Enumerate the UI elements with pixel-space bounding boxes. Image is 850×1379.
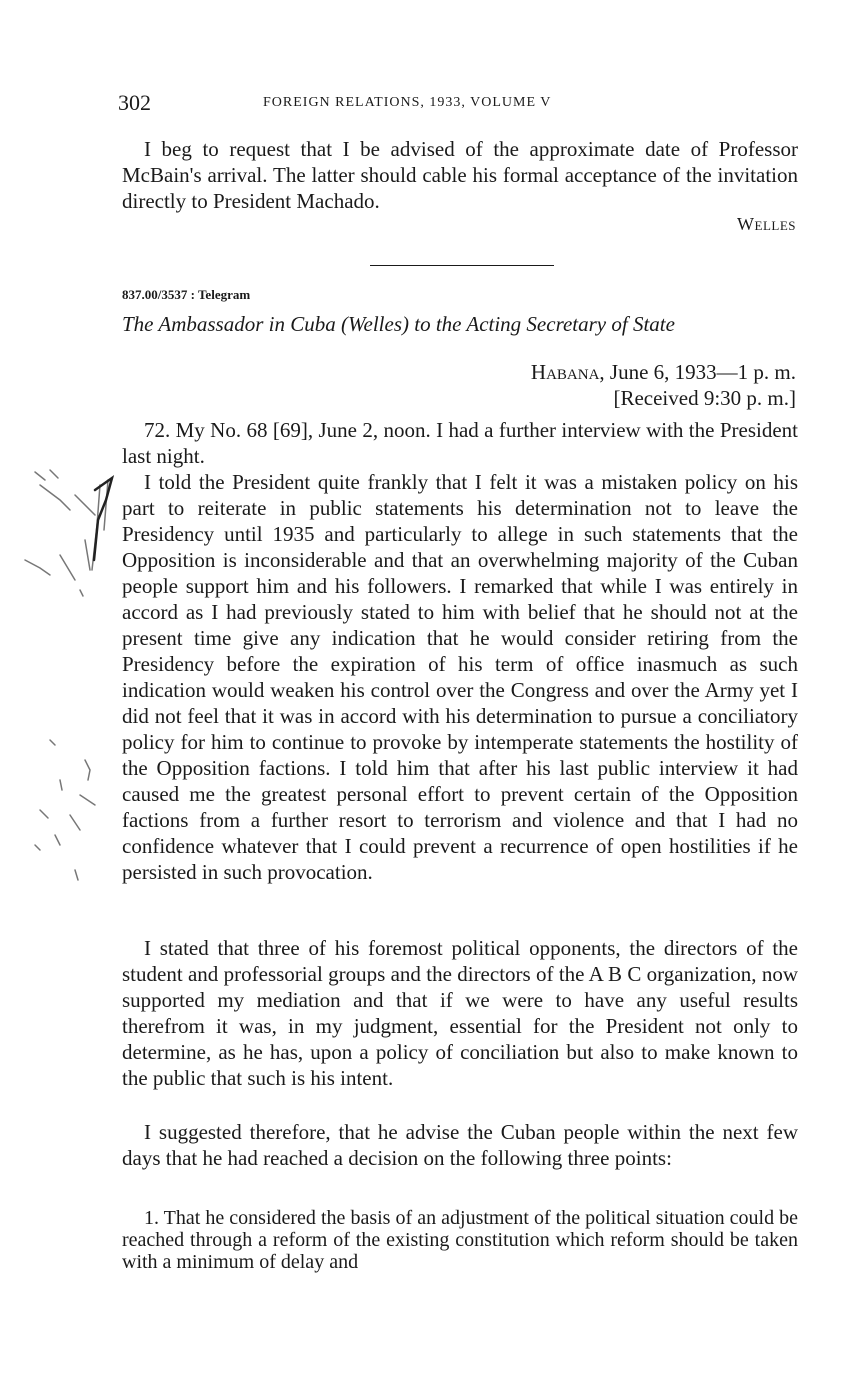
dateline-place: Habana	[530, 360, 600, 384]
file-number: 837.00/3537 : Telegram	[122, 287, 251, 302]
prev-doc-closing-paragraph: I beg to request that I be advised of the approximate date of Professor McBain's arrival. The latter should cable his formal acceptance of the invitation directly to President Machado.	[122, 137, 798, 213]
marginal-pencil-marks	[0, 0, 130, 900]
list-item-1: 1. That he considered the basis of an adjustment of the political situation could be reached through a reform of the existing constitution which reform should be taken with a minimum of delay and	[122, 1207, 798, 1273]
received-line: [Received 9:30 p. m.]	[613, 386, 796, 410]
page-header	[118, 90, 798, 120]
dateline	[531, 360, 796, 385]
running-head: FOREIGN RELATIONS, 1933, VOLUME V	[263, 95, 552, 110]
paragraph-4: I suggested therefore, that he advise the Cuban people within the next few days that he had reached a decision on the following three points:	[122, 1120, 798, 1170]
paragraph-3: I stated that three of his foremost political opponents, the directors of the student and professorial groups and the directors of the A B C organization, now supported my mediation and that if we were to have any useful results therefrom it was, in my judgment, essential for the President not only to determine, as he has, upon a policy of conciliation but also to make known to the public that such is his intent.	[122, 936, 798, 1090]
paragraph-2: I told the President quite frankly that I felt it was a mistaken policy on his part to reiterate in public statements his determination not to leave the Presidency until 1935 and particularly to allege in such statements that the Opposition is inconsiderable and that an overwhelming majority of the Cuban people support him and his followers. I remarked that while I was entirely in accord as I had previously stated to him with belief that he should not at the present time give any indication that he would consider retiring from the Presidency before the expiration of his term of office inasmuch as such indication would weaken his control over the Congress and over the Army yet I did not feel that it was in accord with his determination to pursue a conciliatory policy for him to continue to provoke by intemperate statements the hostility of the Opposition factions. I told him that after his last public interview it had caused me the greatest personal effort to prevent certain of the Opposition factions from a further resort to terrorism and violence and that I had no confidence whatever that I could prevent a recurrence of open hostilities if he persisted in such provocation.	[122, 470, 798, 884]
dateline-date: , June 6, 1933—1 p. m.	[599, 360, 796, 384]
section-divider	[370, 265, 554, 266]
document-title: The Ambassador in Cuba (Welles) to the Acting Secretary of State	[122, 312, 675, 336]
page-number: 302	[118, 90, 151, 115]
paragraph-1: 72. My No. 68 [69], June 2, noon. I had a further interview with the President last night.	[122, 418, 798, 468]
signature: Welles	[737, 214, 796, 234]
